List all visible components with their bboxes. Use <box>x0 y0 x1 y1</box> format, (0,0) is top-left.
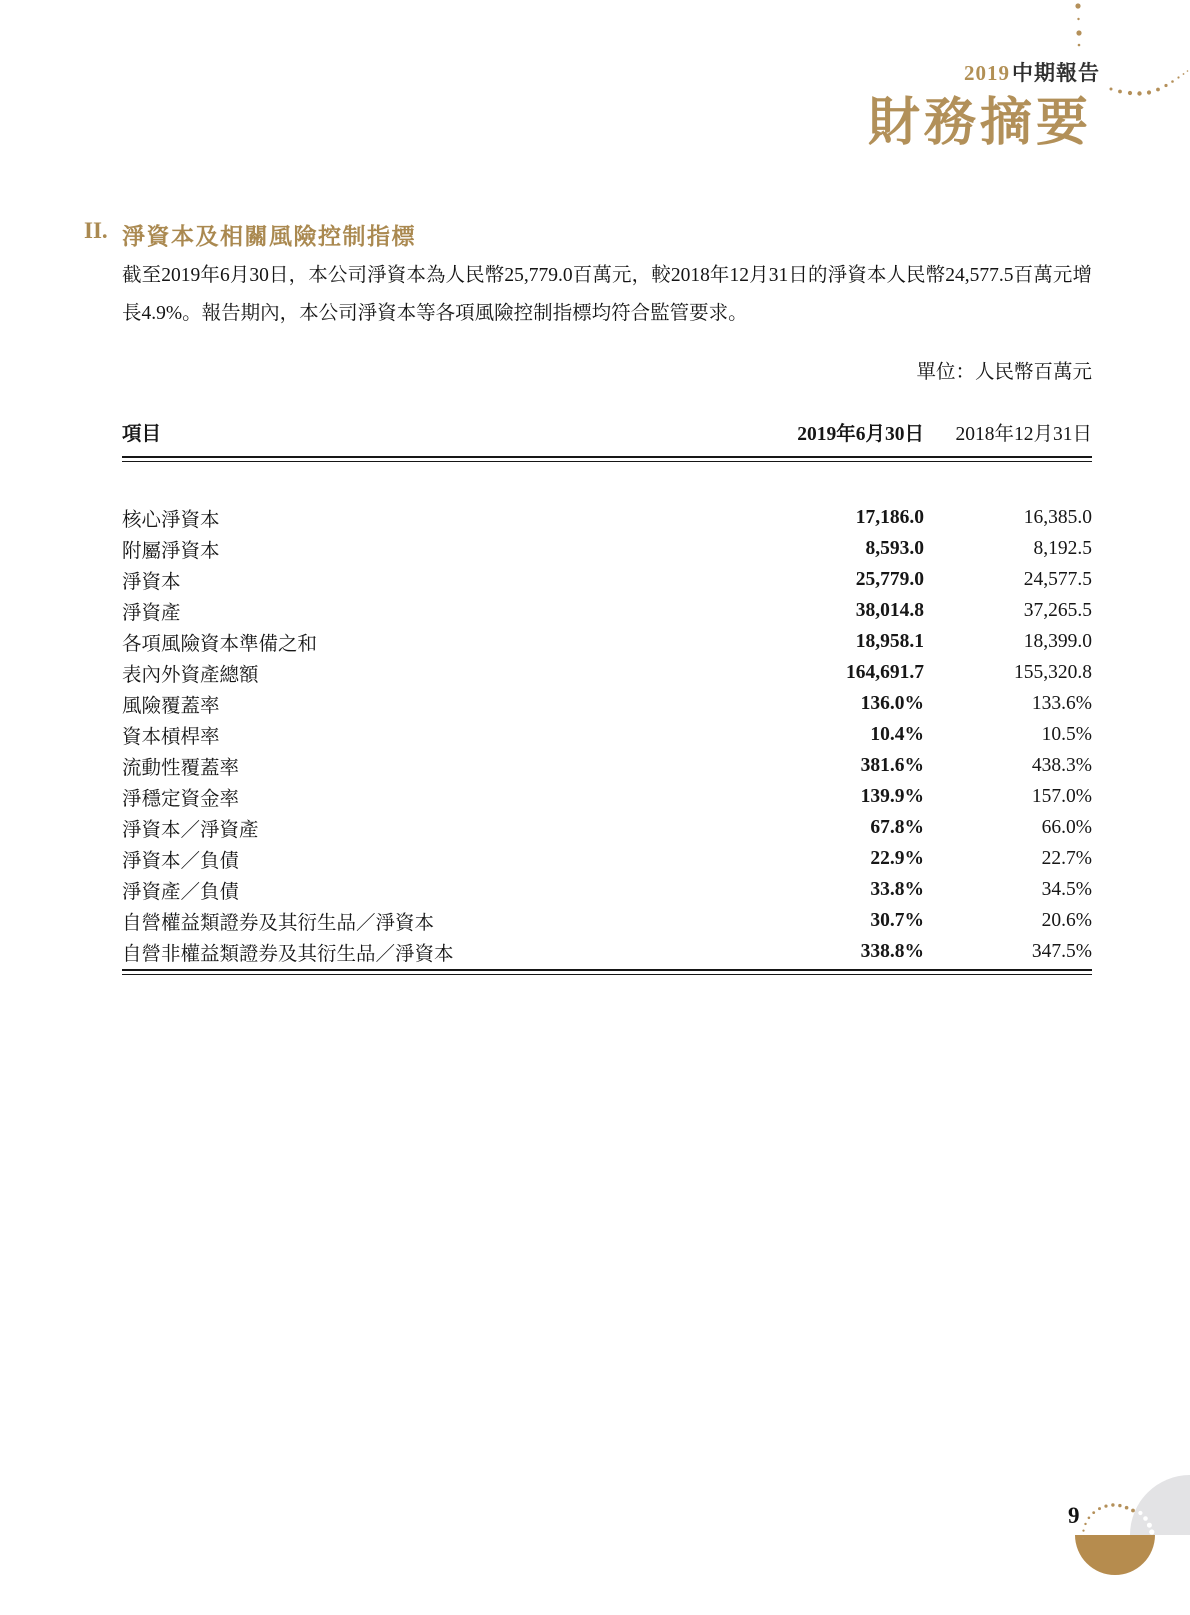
table-bottom-rule <box>122 969 1092 975</box>
row-value-2019: 164,691.7 <box>846 661 924 683</box>
row-label: 自營權益類證券及其衍生品／淨資本 <box>122 912 435 934</box>
row-value-2018: 155,320.8 <box>1014 661 1092 683</box>
row-value-2018: 8,192.5 <box>1033 537 1092 559</box>
net-capital-table <box>122 416 1092 975</box>
row-label: 淨資本／負債 <box>122 850 240 872</box>
table-row <box>122 533 1092 564</box>
row-value-2018: 22.7% <box>1041 847 1092 869</box>
corner-gold-semicircle <box>1075 1535 1155 1575</box>
table-body <box>122 502 1092 967</box>
row-value-2018: 24,577.5 <box>1023 568 1092 590</box>
section-paragraph: 截至2019年6月30日，本公司淨資本為人民幣25,779.0百萬元，較2018年12月31日的淨資本人民幣24,577.5百萬元增長4.9%。報告期內，本公司淨資本等各項風險控制指標均符合監管要求。 <box>122 265 1092 324</box>
row-label: 表內外資產總額 <box>122 664 259 686</box>
row-value-2019: 8,593.0 <box>865 537 924 559</box>
table-row <box>122 905 1092 936</box>
row-value-2019: 136.0% <box>860 692 924 714</box>
row-value-2018: 347.5% <box>1031 940 1092 962</box>
row-value-2018: 37,265.5 <box>1023 599 1092 621</box>
table-row <box>122 595 1092 626</box>
column-header-2019: 2019年6月30日 <box>797 424 924 445</box>
page-title: 財務摘要 <box>867 95 1092 152</box>
table-row <box>122 843 1092 874</box>
column-header-item: 項目 <box>122 424 162 445</box>
row-label: 資本槓桿率 <box>122 726 220 748</box>
row-label: 核心淨資本 <box>122 509 220 531</box>
table-row <box>122 719 1092 750</box>
row-value-2019: 338.8% <box>860 940 924 962</box>
report-year: 2019 <box>964 61 1010 85</box>
row-label: 各項風險資本準備之和 <box>122 633 318 655</box>
page-number: 9 <box>1068 1503 1080 1528</box>
row-value-2018: 34.5% <box>1041 878 1092 900</box>
row-value-2019: 381.6% <box>860 754 924 776</box>
column-header-2018: 2018年12月31日 <box>955 424 1092 445</box>
row-value-2019: 139.9% <box>860 785 924 807</box>
row-label: 流動性覆蓋率 <box>122 757 240 779</box>
row-value-2019: 38,014.8 <box>855 599 924 621</box>
row-value-2018: 66.0% <box>1041 816 1092 838</box>
table-row <box>122 657 1092 688</box>
row-value-2019: 18,958.1 <box>855 630 924 652</box>
corner-dotted-dome-white <box>1138 1511 1154 1535</box>
row-label: 淨資產／負債 <box>122 881 240 903</box>
table-row <box>122 564 1092 595</box>
table-row <box>122 936 1092 967</box>
row-label: 附屬淨資本 <box>122 540 220 562</box>
row-value-2018: 18,399.0 <box>1023 630 1092 652</box>
row-label: 風險覆蓋率 <box>122 695 220 717</box>
row-value-2019: 17,186.0 <box>855 506 924 528</box>
report-tag <box>964 57 1100 87</box>
row-value-2019: 10.4% <box>870 723 924 745</box>
row-value-2018: 10.5% <box>1041 723 1092 745</box>
row-label: 淨穩定資金率 <box>122 788 240 810</box>
row-label: 淨資本 <box>122 571 181 593</box>
corner-dotted-dome-gold <box>1082 1503 1135 1539</box>
section-title: 淨資本及相關風險控制指標 <box>122 224 416 249</box>
table-row <box>122 781 1092 812</box>
row-value-2019: 22.9% <box>870 847 924 869</box>
unit-note: 單位：人民幣百萬元 <box>916 362 1092 383</box>
table-header-row <box>122 416 1092 456</box>
row-value-2019: 33.8% <box>870 878 924 900</box>
table-row <box>122 874 1092 905</box>
row-value-2019: 25,779.0 <box>855 568 924 590</box>
top-dotted-line-ornament <box>1075 3 1081 46</box>
table-row <box>122 502 1092 533</box>
row-value-2018: 438.3% <box>1031 754 1092 776</box>
table-row <box>122 626 1092 657</box>
row-value-2018: 20.6% <box>1041 909 1092 931</box>
report-label: 中期報告 <box>1012 61 1100 85</box>
row-label: 自營非權益類證券及其衍生品／淨資本 <box>122 943 454 965</box>
row-label: 淨資產 <box>122 602 181 624</box>
table-row <box>122 688 1092 719</box>
row-value-2019: 30.7% <box>870 909 924 931</box>
row-value-2019: 67.8% <box>870 816 924 838</box>
section-heading <box>84 218 416 251</box>
section-number: II. <box>84 218 108 243</box>
row-value-2018: 16,385.0 <box>1023 506 1092 528</box>
table-row <box>122 812 1092 843</box>
row-label: 淨資本／淨資產 <box>122 819 259 841</box>
table-header-rule <box>122 456 1092 462</box>
table-row <box>122 750 1092 781</box>
row-value-2018: 157.0% <box>1031 785 1092 807</box>
row-value-2018: 133.6% <box>1031 692 1092 714</box>
corner-gray-semicircle <box>1130 1475 1190 1535</box>
top-dotted-arc-ornament <box>1110 70 1189 96</box>
